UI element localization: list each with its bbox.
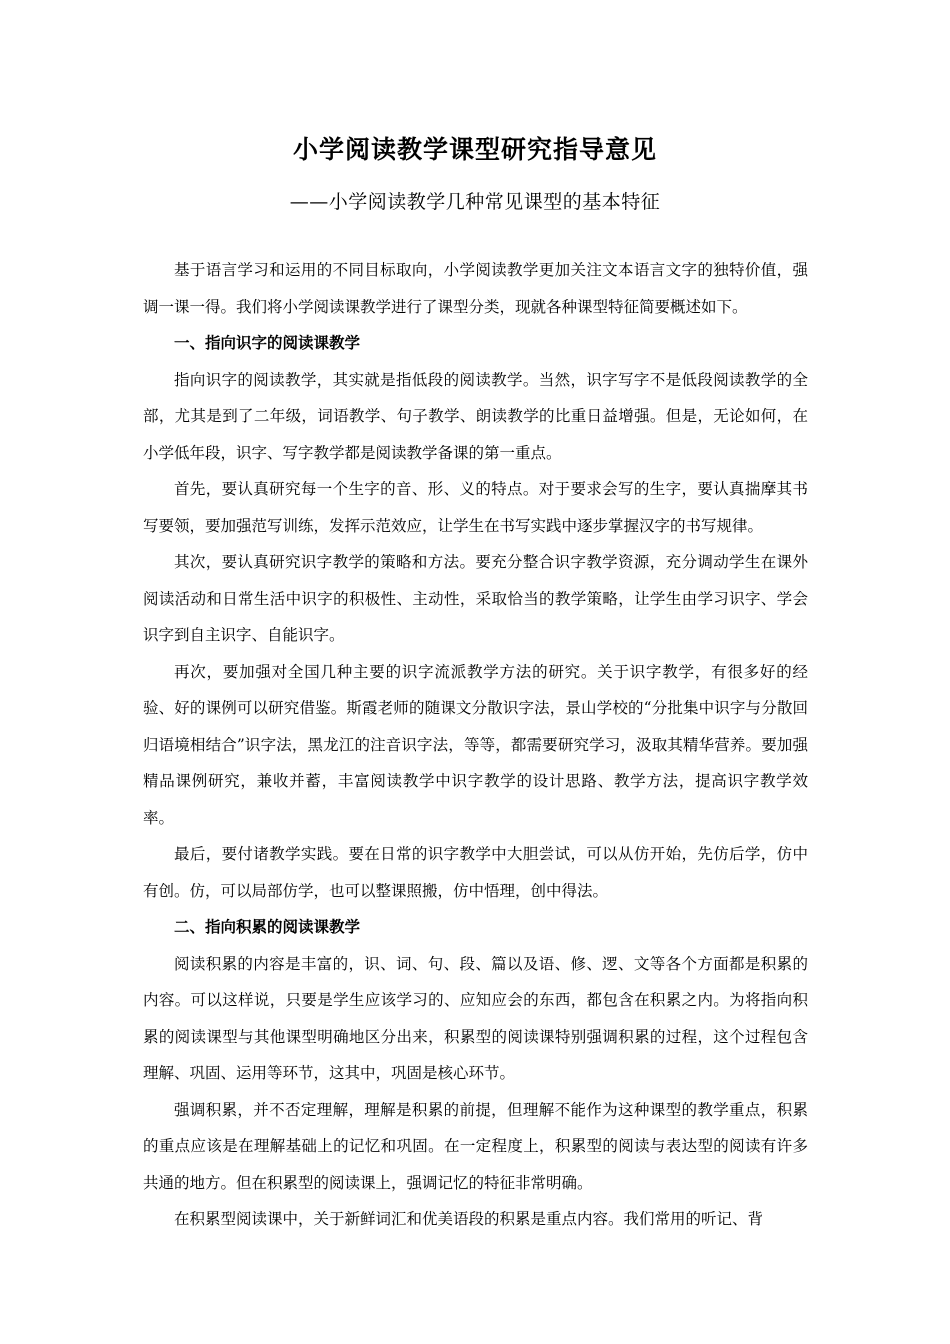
document-title: 小学阅读教学课型研究指导意见 [292, 135, 657, 164]
body-paragraph: 基于语言学习和运用的不同目标取向，小学阅读教学更加关注文本语言文字的独特价值，强调一课一得。我们将小学阅读课教学进行了课型分类，现就各种课型特征简要概述如下。 [143, 261, 808, 316]
document-body [143, 252, 808, 1238]
body-paragraph: 强调积累，并不否定理解，理解是积累的前提，但理解不能作为这种课型的教学重点，积累的重点应该是在理解基础上的记忆和巩固。在一定程度上，积累型的阅读与表达型的阅读有许多共通的地方。但在积累型的阅读课上，强调记忆的特征非常明确。 [143, 1100, 808, 1192]
body-paragraph: 在积累型阅读课中，关于新鲜词汇和优美语段的积累是重点内容。我们常用的听记、背 [174, 1210, 764, 1228]
body-paragraph: 再次，要加强对全国几种主要的识字流派教学方法的研究。关于识字教学，有很多好的经验、好的课例可以研究借鉴。斯霞老师的随课文分散识字法，景山学校的“分批集中识字与分散回归语境相结合”识字法，黑龙江的注音识字法，等等，都需要研究学习，汲取其精华营养。要加强精品课例研究，兼收并蓄，丰富阅读教学中识字教学的设计思路、教学方法，提高识字教学效率。 [143, 662, 808, 827]
section-heading: 二、指向积累的阅读课教学 [174, 918, 361, 936]
body-paragraph: 最后，要付诸教学实践。要在日常的识字教学中大胆尝试，可以从仿开始，先仿后学，仿中有创。仿，可以局部仿学，也可以整课照搬，仿中悟理，创中得法。 [143, 845, 808, 900]
section-heading: 一、指向识字的阅读课教学 [174, 334, 361, 352]
body-paragraph: 其次，要认真研究识字教学的策略和方法。要充分整合识字教学资源，充分调动学生在课外阅读活动和日常生活中识字的积极性、主动性，采取恰当的教学策略，让学生由学习识字、学会识字到自主识字、自能识字。 [143, 553, 808, 644]
document-subtitle: ——小学阅读教学几种常见课型的基本特征 [289, 191, 661, 213]
body-paragraph: 指向识字的阅读教学，其实就是指低段的阅读教学。当然，识字写字不是低段阅读教学的全部，尤其是到了二年级，词语教学、句子教学、朗读教学的比重日益增强。但是，无论如何，在小学低年段，识字、写字教学都是阅读教学备课的第一重点。 [143, 370, 808, 462]
body-paragraph: 阅读积累的内容是丰富的，识、词、句、段、篇以及语、修、逻、文等各个方面都是积累的内容。可以这样说，只要是学生应该学习的、应知应会的东西，都包含在积累之内。为将指向积累的阅读课型与其他课型明确地区分出来，积累型的阅读课特别强调积累的过程，这个过程包含理解、巩固、运用等环节，这其中，巩固是核心环节。 [143, 954, 808, 1082]
body-paragraph: 首先，要认真研究每一个生字的音、形、义的特点。对于要求会写的生字，要认真揣摩其书写要领，要加强范写训练，发挥示范效应，让学生在书写实践中逐步掌握汉字的书写规律。 [143, 480, 808, 535]
